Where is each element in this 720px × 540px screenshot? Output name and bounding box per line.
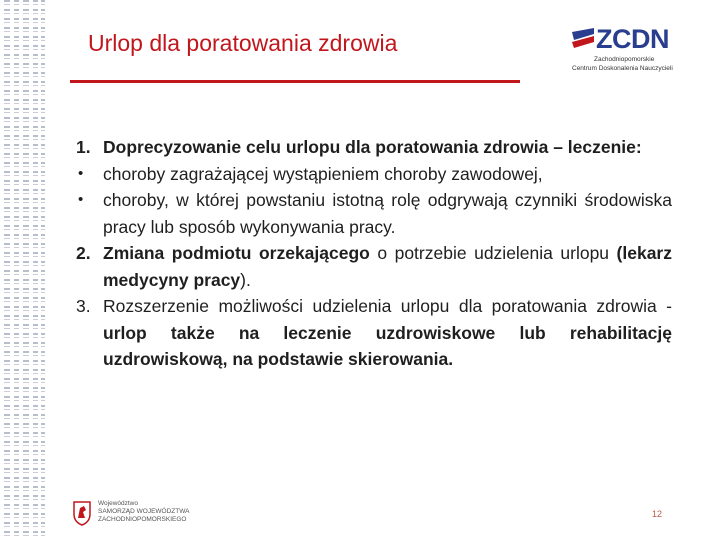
region-logo (72, 498, 212, 530)
item-text: Rozszerzenie możliwości udzielenia urlopu dla poratowania zdrowia - (103, 296, 672, 316)
bullet-text: choroby, w której powstaniu istotną rolę odgrywają czynniki środowiska pracy lub sposób wykonywania pracy. (103, 190, 672, 237)
list-item-1 (76, 134, 672, 161)
item-number: 1. (76, 137, 91, 157)
region-line-3: ZACHODNIOPOMORSKIEGO (98, 516, 187, 523)
decorative-handwriting-strip (0, 0, 48, 540)
page-number: 12 (652, 509, 663, 519)
griffin-crest-icon (72, 500, 92, 526)
title-underline (70, 80, 520, 83)
bullet-item-2 (76, 187, 672, 240)
item-number: 3. (76, 296, 91, 316)
item-text: o potrzebie udzielenia urlopu (369, 243, 617, 263)
item-text: Doprecyzowanie celu urlopu dla poratowania zdrowia – leczenie: (103, 137, 642, 157)
bullet-text: choroby zagrażającej wystąpieniem choroby zawodowej, (103, 163, 543, 184)
item-text-end: ). (240, 269, 251, 290)
item-bold-text-2: (lekarz medycyny pracy (103, 243, 672, 290)
bullet-icon: • (78, 191, 84, 208)
item-bold-text: Zmiana podmiotu orzekającego (103, 243, 370, 263)
list-item-3 (76, 293, 672, 373)
item-number: 2. (76, 243, 91, 263)
slide-title: Urlop dla poratowania zdrowia (88, 30, 398, 56)
region-line-1: Województwo (98, 500, 138, 507)
slide-content (76, 134, 672, 373)
list-item-2 (76, 240, 672, 293)
region-name (98, 500, 189, 524)
bullet-item-1 (76, 161, 672, 188)
zcdn-logo (572, 24, 682, 74)
logo-subtitle-2: Centrum Doskonalenia Nauczycieli (572, 65, 673, 72)
bullet-icon: • (78, 164, 84, 182)
zcdn-logo-icon (572, 28, 594, 50)
logo-subtitle-1: Zachodniopomorskie (594, 56, 655, 63)
item-bold-text: urlop także na leczenie uzdrowiskowe lub rehabilitację uzdrowiskową, na podstawie skierowania. (103, 322, 672, 369)
region-line-2: SAMORZĄD WOJEWÓDZTWA (98, 508, 190, 515)
logo-name: ZCDN (596, 24, 669, 54)
